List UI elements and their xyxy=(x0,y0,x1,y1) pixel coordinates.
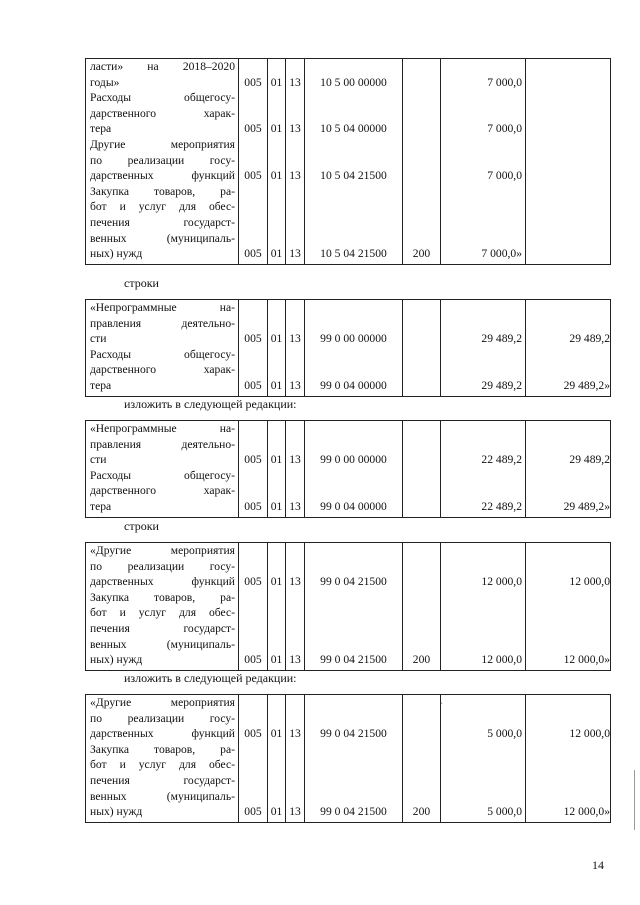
item-name-line: по реализации госу- xyxy=(90,711,235,725)
item-name-line: тера xyxy=(90,122,112,136)
ministry-code-value: 005 xyxy=(244,727,262,741)
section-code-value: 01 xyxy=(270,75,283,89)
item-name-line: сти xyxy=(90,453,107,467)
item-name-line: «Непрограммные на- xyxy=(90,422,235,435)
amount-year-2-value: 29 489,2» xyxy=(563,379,610,392)
amount-year-1-value: 5 000,0 xyxy=(487,805,522,819)
item-name-line: сти xyxy=(90,332,107,346)
note-rows-1: строки xyxy=(124,276,159,290)
item-name-line: Расходы общегосу- xyxy=(90,468,235,482)
ministry-code-cell xyxy=(239,421,268,518)
target-article-code-value: 99 0 04 21500 xyxy=(320,653,387,667)
section-code-value: 01 xyxy=(270,727,283,741)
amount-year-1-value: 7 000,0 xyxy=(487,122,522,136)
page-number: 14 xyxy=(592,858,604,872)
subsection-code-cell xyxy=(286,421,305,518)
expense-type-code-cell xyxy=(403,543,441,671)
item-name-line: «Другие мероприятия xyxy=(90,544,235,557)
subsection-code-value: 13 xyxy=(289,500,301,513)
item-name-line: Закупка товаров, ра- xyxy=(90,742,235,756)
amount-year-2-value: 29 489,2» xyxy=(563,500,610,513)
item-name-line: правления деятельно- xyxy=(90,437,235,451)
subsection-code-cell xyxy=(286,59,305,265)
item-name-line: Расходы общегосу- xyxy=(90,91,235,105)
expense-type-code-cell xyxy=(403,300,441,397)
amount-year-2-value: 12 000,0» xyxy=(563,805,610,819)
note-rows-2: строки xyxy=(124,519,159,533)
item-name-line: Закупка товаров, ра- xyxy=(90,184,235,198)
ministry-code-value: 005 xyxy=(244,575,262,589)
note-edit-1: изложить в следующей редакции: xyxy=(124,397,297,411)
subsection-code-cell xyxy=(286,695,305,823)
item-name-line: печения государст- xyxy=(90,215,235,229)
item-name-line: печения государст- xyxy=(90,621,235,635)
item-name-cell xyxy=(86,300,239,397)
margin-mark xyxy=(634,770,635,830)
table-row xyxy=(86,421,611,518)
item-name-line: «Другие мероприятия xyxy=(90,696,235,709)
item-name-line: венных (муниципаль- xyxy=(90,789,235,803)
amount-year-2-value: 29 489,2 xyxy=(569,453,610,467)
section-code-cell xyxy=(268,543,286,671)
section-code-value: 01 xyxy=(270,122,283,136)
stray-mark: ` xyxy=(440,701,443,711)
section-code-value: 01 xyxy=(270,332,283,346)
ministry-code-cell xyxy=(239,695,268,823)
target-article-code-value: 99 0 04 21500 xyxy=(320,805,387,819)
target-article-code-value: 10 5 04 21500 xyxy=(320,247,387,261)
expense-type-code-cell xyxy=(403,421,441,518)
subsection-code-value: 13 xyxy=(289,332,301,346)
section-code-value: 01 xyxy=(270,805,283,819)
item-name-line: Закупка товаров, ра- xyxy=(90,590,235,604)
target-article-code-value: 99 0 00 00000 xyxy=(320,332,387,346)
expense-type-code-cell xyxy=(403,695,441,823)
section-code-value: 01 xyxy=(270,169,283,183)
amount-year-1-cell xyxy=(441,543,526,671)
ministry-code-value: 005 xyxy=(244,332,262,346)
section-code-cell xyxy=(268,300,286,397)
amount-year-2-value: 12 000,0 xyxy=(569,575,610,589)
item-name-line: печения государст- xyxy=(90,773,235,787)
item-name-line: дарственного харак- xyxy=(90,106,235,120)
item-name-line: дарственного харак- xyxy=(90,363,235,377)
ministry-code-value: 005 xyxy=(244,75,262,89)
ministry-code-value: 005 xyxy=(244,453,262,467)
item-name-line: Другие мероприятия xyxy=(90,137,235,151)
amount-year-1-value: 29 489,2 xyxy=(481,332,522,346)
item-name-line: правления деятельно- xyxy=(90,316,235,330)
budget-table-5 xyxy=(85,694,611,823)
subsection-code-value: 13 xyxy=(289,75,301,89)
target-article-code-value: 99 0 00 00000 xyxy=(320,453,387,467)
target-article-code-value: 10 5 00 00000 xyxy=(320,75,387,89)
subsection-code-value: 13 xyxy=(289,122,301,136)
amount-year-1-value: 7 000,0» xyxy=(481,247,522,261)
amount-year-2-cell xyxy=(526,695,611,823)
item-name-line: Расходы общегосу- xyxy=(90,347,235,361)
subsection-code-value: 13 xyxy=(289,575,301,589)
ministry-code-value: 005 xyxy=(244,805,262,819)
amount-year-2-cell xyxy=(526,300,611,397)
ministry-code-value: 005 xyxy=(244,653,262,667)
table-row xyxy=(86,59,611,265)
item-name-cell xyxy=(86,543,239,671)
ministry-code-cell xyxy=(239,543,268,671)
item-name-line: бот и услуг для обес- xyxy=(90,606,235,620)
item-name-line: ласти» на 2018–2020 xyxy=(90,60,235,73)
target-article-code-cell xyxy=(305,543,403,671)
item-name-line: тера xyxy=(90,499,112,513)
section-code-cell xyxy=(268,421,286,518)
item-name-line: бот и услуг для обес- xyxy=(90,758,235,772)
budget-table-1 xyxy=(85,58,611,265)
item-name-line: по реализации госу- xyxy=(90,559,235,573)
section-code-value: 01 xyxy=(270,247,283,261)
amount-year-1-value: 5 000,0 xyxy=(487,727,522,741)
subsection-code-value: 13 xyxy=(289,247,301,261)
section-code-value: 01 xyxy=(270,575,283,589)
item-name-line: венных (муниципаль- xyxy=(90,637,235,651)
target-article-code-cell xyxy=(305,59,403,265)
section-code-cell xyxy=(268,59,286,265)
table-row xyxy=(86,695,611,823)
amount-year-1-value: 22 489,2 xyxy=(481,453,522,467)
target-article-code-value: 99 0 04 21500 xyxy=(320,727,387,741)
amount-year-2-cell xyxy=(526,59,611,265)
amount-year-1-value: 29 489,2 xyxy=(481,379,522,392)
budget-table-4 xyxy=(85,542,611,671)
amount-year-1-cell xyxy=(441,695,526,823)
target-article-code-value: 10 5 04 21500 xyxy=(320,169,387,183)
amount-year-2-value: 29 489,2 xyxy=(569,332,610,346)
expense-type-code-value: 200 xyxy=(412,653,431,667)
item-name-line: бот и услуг для обес- xyxy=(90,200,235,214)
amount-year-1-value: 12 000,0 xyxy=(481,575,522,589)
ministry-code-cell xyxy=(239,59,268,265)
subsection-code-cell xyxy=(286,300,305,397)
budget-table-2 xyxy=(85,299,611,397)
section-code-value: 01 xyxy=(270,379,283,392)
amount-year-1-value: 22 489,2 xyxy=(481,500,522,513)
item-name-line: ных) нужд xyxy=(90,247,143,261)
item-name-line: по реализации госу- xyxy=(90,153,235,167)
note-edit-2: изложить в следующей редакции: xyxy=(124,671,297,685)
target-article-code-value: 99 0 04 21500 xyxy=(320,575,387,589)
amount-year-1-cell xyxy=(441,59,526,265)
amount-year-1-cell xyxy=(441,421,526,518)
amount-year-1-value: 12 000,0 xyxy=(481,653,522,667)
expense-type-code-value: 200 xyxy=(412,805,431,819)
amount-year-2-value: 12 000,0» xyxy=(563,653,610,667)
item-name-line: ных) нужд xyxy=(90,805,143,819)
ministry-code-value: 005 xyxy=(244,169,262,183)
subsection-code-value: 13 xyxy=(289,169,301,183)
target-article-code-value: 99 0 04 00000 xyxy=(320,379,387,392)
section-code-value: 01 xyxy=(270,500,283,513)
item-name-line: дарственного харак- xyxy=(90,484,235,498)
ministry-code-value: 005 xyxy=(244,500,262,513)
target-article-code-cell xyxy=(305,695,403,823)
amount-year-2-value: 12 000,0 xyxy=(569,727,610,741)
item-name-cell xyxy=(86,59,239,265)
subsection-code-value: 13 xyxy=(289,653,301,667)
item-name-line: «Непрограммные на- xyxy=(90,301,235,314)
amount-year-2-cell xyxy=(526,421,611,518)
target-article-code-cell xyxy=(305,421,403,518)
section-code-value: 01 xyxy=(270,453,283,467)
subsection-code-value: 13 xyxy=(289,727,301,741)
ministry-code-value: 005 xyxy=(244,379,262,392)
subsection-code-value: 13 xyxy=(289,453,301,467)
amount-year-1-value: 7 000,0 xyxy=(487,169,522,183)
item-name-cell xyxy=(86,695,239,823)
target-article-code-value: 99 0 04 00000 xyxy=(320,500,387,513)
expense-type-code-cell xyxy=(403,59,441,265)
item-name-line: дарственных функций xyxy=(90,169,235,183)
subsection-code-value: 13 xyxy=(289,379,301,392)
amount-year-1-value: 7 000,0 xyxy=(487,75,522,89)
section-code-value: 01 xyxy=(270,653,283,667)
item-name-line: венных (муниципаль- xyxy=(90,231,235,245)
target-article-code-value: 10 5 04 00000 xyxy=(320,122,387,136)
item-name-line: тера xyxy=(90,378,112,392)
budget-table-3 xyxy=(85,420,611,518)
subsection-code-value: 13 xyxy=(289,805,301,819)
expense-type-code-value: 200 xyxy=(412,247,431,261)
item-name-line: дарственных функций xyxy=(90,727,235,741)
ministry-code-cell xyxy=(239,300,268,397)
item-name-cell xyxy=(86,421,239,518)
table-row xyxy=(86,300,611,397)
ministry-code-value: 005 xyxy=(244,122,262,136)
ministry-code-value: 005 xyxy=(244,247,262,261)
target-article-code-cell xyxy=(305,300,403,397)
item-name-line: годы» xyxy=(90,75,120,89)
item-name-line: дарственных функций xyxy=(90,575,235,589)
table-row xyxy=(86,543,611,671)
subsection-code-cell xyxy=(286,543,305,671)
item-name-line: ных) нужд xyxy=(90,653,143,667)
amount-year-1-cell xyxy=(441,300,526,397)
section-code-cell xyxy=(268,695,286,823)
amount-year-2-cell xyxy=(526,543,611,671)
